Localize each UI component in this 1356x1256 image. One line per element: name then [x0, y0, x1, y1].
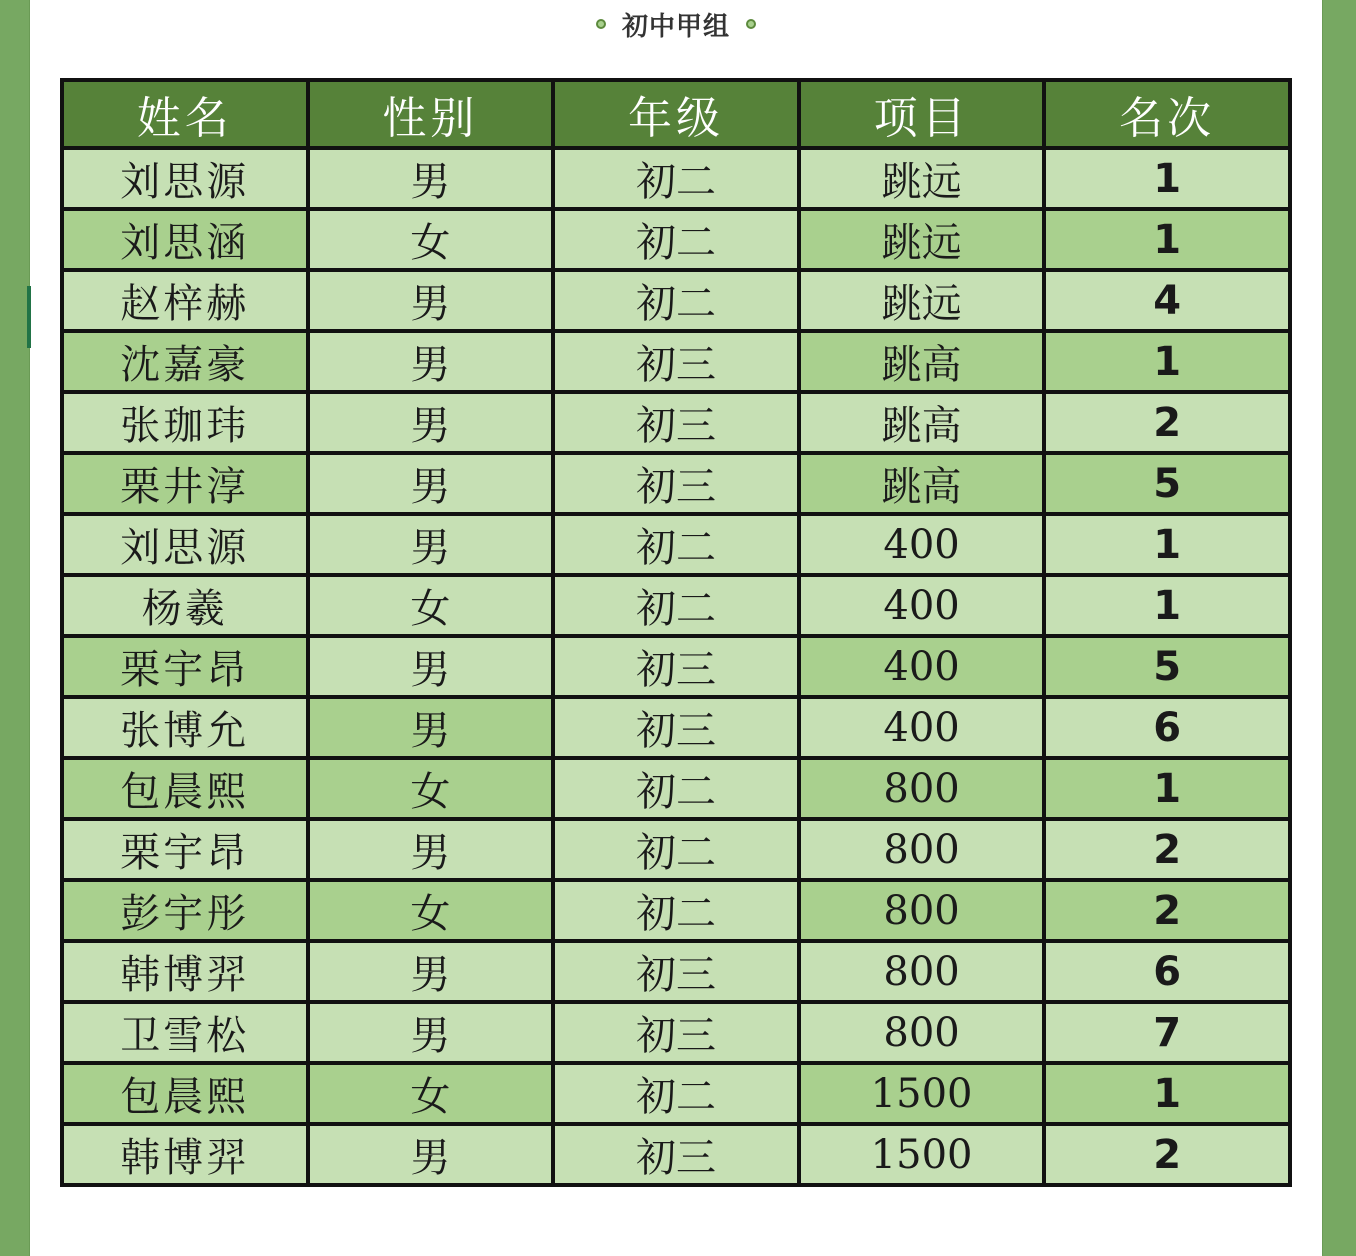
cell-name[interactable]: 栗宇昂 [62, 636, 308, 697]
cell-name[interactable]: 刘思源 [62, 514, 308, 575]
cell-gender[interactable]: 男 [308, 941, 554, 1002]
cell-grade[interactable]: 初二 [553, 575, 799, 636]
cell-name[interactable]: 杨羲 [62, 575, 308, 636]
cell-grade[interactable]: 初三 [553, 636, 799, 697]
bullet-dot-icon [596, 19, 606, 29]
cell-gender[interactable]: 女 [308, 575, 554, 636]
cell-event[interactable]: 跳远 [799, 270, 1045, 331]
cell-grade[interactable]: 初三 [553, 1124, 799, 1185]
cell-grade[interactable]: 初二 [553, 819, 799, 880]
table-row [62, 331, 1290, 392]
table-row [62, 697, 1290, 758]
header-grade[interactable]: 年级 [553, 80, 799, 148]
cell-grade[interactable]: 初二 [553, 148, 799, 209]
cell-grade[interactable]: 初二 [553, 758, 799, 819]
cell-grade[interactable]: 初三 [553, 331, 799, 392]
cell-gender[interactable]: 男 [308, 1124, 554, 1185]
cell-rank[interactable]: 5 [1044, 453, 1290, 514]
cell-rank[interactable]: 1 [1044, 514, 1290, 575]
cell-event[interactable]: 400 [799, 697, 1045, 758]
cell-rank[interactable]: 5 [1044, 636, 1290, 697]
cell-name[interactable]: 刘思源 [62, 148, 308, 209]
table-row [62, 392, 1290, 453]
table-row [62, 575, 1290, 636]
header-row [62, 80, 1290, 148]
cell-gender[interactable]: 男 [308, 270, 554, 331]
cell-name[interactable]: 栗宇昂 [62, 819, 308, 880]
table-row [62, 941, 1290, 1002]
table-row [62, 148, 1290, 209]
cell-rank[interactable]: 1 [1044, 331, 1290, 392]
header-rank[interactable]: 名次 [1044, 80, 1290, 148]
cell-grade[interactable]: 初三 [553, 1002, 799, 1063]
results-sheet [60, 78, 1300, 1187]
cell-gender[interactable]: 男 [308, 331, 554, 392]
table-row [62, 758, 1290, 819]
table-row [62, 1063, 1290, 1124]
cell-event[interactable]: 1500 [799, 1124, 1045, 1185]
table-row [62, 819, 1290, 880]
cell-rank[interactable]: 2 [1044, 819, 1290, 880]
cell-rank[interactable]: 2 [1044, 880, 1290, 941]
table-row [62, 209, 1290, 270]
cell-grade[interactable]: 初二 [553, 880, 799, 941]
cell-gender[interactable]: 女 [308, 758, 554, 819]
cell-gender[interactable]: 男 [308, 392, 554, 453]
cell-gender[interactable]: 男 [308, 819, 554, 880]
cell-gender[interactable]: 女 [308, 1063, 554, 1124]
header-event[interactable]: 项目 [799, 80, 1045, 148]
cell-rank[interactable]: 6 [1044, 697, 1290, 758]
cell-grade[interactable]: 初三 [553, 453, 799, 514]
cell-name[interactable]: 栗井淳 [62, 453, 308, 514]
cell-name[interactable]: 沈嘉豪 [62, 331, 308, 392]
cell-rank[interactable]: 4 [1044, 270, 1290, 331]
cell-gender[interactable]: 男 [308, 148, 554, 209]
cell-rank[interactable]: 1 [1044, 209, 1290, 270]
cell-rank[interactable]: 6 [1044, 941, 1290, 1002]
cell-grade[interactable]: 初二 [553, 514, 799, 575]
bullet-dot-icon [746, 19, 756, 29]
cell-event[interactable]: 800 [799, 941, 1045, 1002]
cell-name[interactable]: 韩博羿 [62, 941, 308, 1002]
table-row [62, 1124, 1290, 1185]
cell-name[interactable]: 彭宇彤 [62, 880, 308, 941]
cell-event[interactable]: 400 [799, 514, 1045, 575]
cell-event[interactable]: 1500 [799, 1063, 1045, 1124]
cell-gender[interactable]: 女 [308, 880, 554, 941]
cell-name[interactable]: 卫雪松 [62, 1002, 308, 1063]
cell-event[interactable]: 跳高 [799, 453, 1045, 514]
cell-grade[interactable]: 初三 [553, 941, 799, 1002]
cell-name[interactable]: 包晨熙 [62, 1063, 308, 1124]
table-row [62, 514, 1290, 575]
table-row [62, 880, 1290, 941]
left-frame [0, 0, 30, 1256]
cell-gender[interactable]: 男 [308, 636, 554, 697]
cell-rank[interactable]: 1 [1044, 575, 1290, 636]
cell-grade[interactable]: 初二 [553, 209, 799, 270]
table-row [62, 636, 1290, 697]
cell-gender[interactable]: 女 [308, 209, 554, 270]
cell-name[interactable]: 张博允 [62, 697, 308, 758]
cell-event[interactable]: 800 [799, 880, 1045, 941]
table-body [62, 148, 1290, 1185]
cell-name[interactable]: 包晨熙 [62, 758, 308, 819]
header-name[interactable]: 姓名 [62, 80, 308, 148]
cell-gender[interactable]: 男 [308, 453, 554, 514]
section-title-text: 初中甲组 [621, 11, 730, 42]
cell-name[interactable]: 张珈玮 [62, 392, 308, 453]
table-row [62, 1002, 1290, 1063]
cell-name[interactable]: 赵梓赫 [62, 270, 308, 331]
cell-rank[interactable]: 2 [1044, 1124, 1290, 1185]
cell-name[interactable]: 刘思涵 [62, 209, 308, 270]
section-title [30, 6, 1322, 42]
cell-name[interactable]: 韩博羿 [62, 1124, 308, 1185]
document-page [30, 0, 1322, 1256]
cell-event[interactable]: 400 [799, 575, 1045, 636]
table-row [62, 453, 1290, 514]
cell-event[interactable]: 800 [799, 758, 1045, 819]
selected-row-marker [27, 286, 31, 348]
cell-event[interactable]: 800 [799, 1002, 1045, 1063]
cell-gender[interactable]: 男 [308, 514, 554, 575]
cell-event[interactable]: 跳高 [799, 392, 1045, 453]
cell-event[interactable]: 跳远 [799, 148, 1045, 209]
cell-event[interactable]: 400 [799, 636, 1045, 697]
cell-grade[interactable]: 初三 [553, 392, 799, 453]
cell-rank[interactable]: 1 [1044, 758, 1290, 819]
cell-rank[interactable]: 2 [1044, 392, 1290, 453]
header-gender[interactable]: 性别 [308, 80, 554, 148]
results-table [60, 78, 1292, 1187]
cell-rank[interactable]: 1 [1044, 1063, 1290, 1124]
cell-rank[interactable]: 1 [1044, 148, 1290, 209]
cell-gender[interactable]: 男 [308, 1002, 554, 1063]
cell-gender[interactable]: 男 [308, 697, 554, 758]
table-row [62, 270, 1290, 331]
cell-event[interactable]: 跳高 [799, 331, 1045, 392]
cell-grade[interactable]: 初二 [553, 270, 799, 331]
cell-rank[interactable]: 7 [1044, 1002, 1290, 1063]
cell-event[interactable]: 800 [799, 819, 1045, 880]
right-frame [1322, 0, 1356, 1256]
cell-grade[interactable]: 初三 [553, 697, 799, 758]
cell-grade[interactable]: 初二 [553, 1063, 799, 1124]
cell-event[interactable]: 跳远 [799, 209, 1045, 270]
